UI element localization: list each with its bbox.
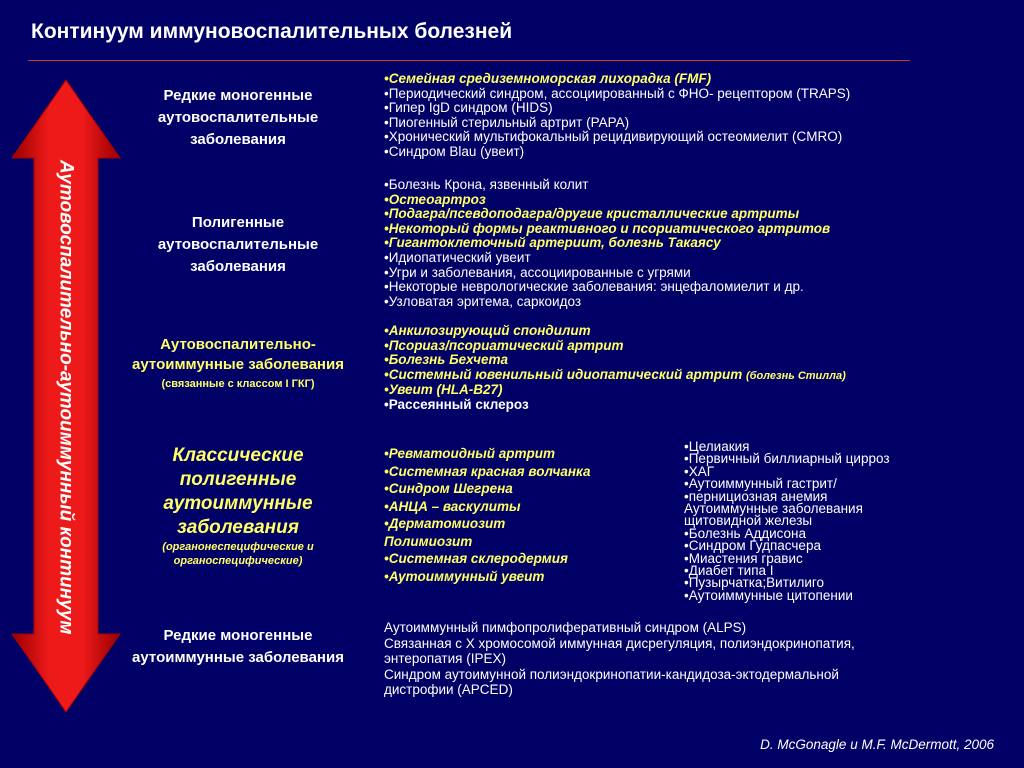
list-item: •Идиопатический увеит <box>384 249 531 265</box>
list-item: •Рассеянный склероз <box>384 396 529 412</box>
citation: D. McGonagle и M.F. McDermott, 2006 <box>760 737 994 752</box>
list-item: •Дерматомиозит <box>384 516 506 531</box>
list-item: •Периодический синдром, ассоциированный с ФНО- рецептором (TRAPS) <box>384 85 851 101</box>
list-item: Аутоиммунные заболевания <box>684 501 863 517</box>
list-item: •Псориаз/псориатический артрит <box>384 337 624 353</box>
list-item: •Пиогенный стерильный артрит (PAPA) <box>384 114 630 130</box>
category-note: (связанные с классом I ГКГ) <box>161 378 315 390</box>
category-note: (органонеспецифические и органоспецифические) <box>162 541 314 567</box>
list-item: •Аутоиммунный гастрит/ <box>684 476 837 492</box>
list-item: •Анкилозирующий спондилит <box>384 323 591 338</box>
title-divider <box>28 60 910 61</box>
arrow-label-text: Аутовоспалительно-аутоиммунный континуум <box>55 160 77 635</box>
list-item: •Узловатая эритема, саркоидоз <box>384 293 582 309</box>
disease-list-group1 <box>384 72 850 160</box>
slide-title: Континуум иммуновоспалительных болезней <box>31 20 513 43</box>
list-item-text: •Системный ювенильный идиопатический артрит <box>384 366 743 382</box>
list-item: Полимиозит <box>384 533 473 549</box>
list-item: •АНЦА – васкулиты <box>384 498 521 514</box>
list-item: •Первичный биллиарный цирроз <box>684 451 890 467</box>
list-item: •Некоторые неврологические заболевания: энцефаломиелит и др. <box>384 279 804 295</box>
list-item-note: (болезнь Стилла) <box>745 369 846 382</box>
disease-list-group5 <box>384 620 855 698</box>
category-autoinflammatory-autoimmune <box>130 335 346 391</box>
list-item: Аутоиммунный пимфопролиферативный синдром (ALPS) <box>384 620 747 635</box>
list-item: •Аутоиммунные цитопении <box>684 587 853 603</box>
list-item: •Болезнь Бехчета <box>384 352 509 368</box>
list-item: •Системная красная волчанка <box>384 463 591 479</box>
list-item: •Синдром Гудпасчера <box>684 538 821 554</box>
list-item: •Остеоартроз <box>384 191 486 207</box>
list-item: •Болезнь Аддисона <box>684 525 806 541</box>
disease-list-group4-right <box>684 441 890 602</box>
disease-list-group3 <box>384 324 846 413</box>
list-item: щитовидной железы <box>684 513 813 529</box>
list-item: •Подагра/псевдоподагра/другие кристаллические артриты <box>384 206 800 222</box>
list-item <box>384 368 846 384</box>
list-item: •Некоторый формы реактивного и псориатического артритов <box>384 220 831 236</box>
list-item: •Ревматоидный артрит <box>384 446 555 461</box>
list-item: •Пузырчатка;Витилиго <box>684 575 824 591</box>
category-label: Аутовоспалительно-аутоиммунные заболевания <box>132 336 344 373</box>
list-item: •Аутоиммунный увеит <box>384 568 545 584</box>
list-item: •Хронический мультифокальный рецидивирующий остеомиелит (CMRO) <box>384 129 843 145</box>
list-item: •Увеит (HLA-B27) <box>384 382 503 398</box>
disease-list-group4-left <box>384 445 591 585</box>
category-rare-monogenic-autoimmune: Редкие моногенные аутоиммунные заболевания <box>132 627 344 666</box>
list-item: •Угри и заболевания, ассоциированные с угрями <box>384 264 691 280</box>
list-item: •Диабет типа I <box>684 563 774 579</box>
list-item: •Синдром Шегрена <box>384 481 513 496</box>
disease-list-group2 <box>384 178 830 309</box>
list-item: •Гипер IgD синдром (HIDS) <box>384 100 553 116</box>
list-item: •Миастения гравис <box>684 550 803 566</box>
list-item: •Синдром Blau (увеит) <box>384 143 525 159</box>
category-label: Классические полигенные аутоиммунные заболевания <box>163 445 313 538</box>
list-item: Связанная с X хромосомой иммунная дисрегуляция, полиэндокринопатия, <box>384 635 855 651</box>
list-item: •Целиакия <box>684 439 750 454</box>
list-item: •Системная склеродермия <box>384 551 568 566</box>
list-item: энтеропатия (IPEX) <box>384 651 506 666</box>
list-item: дистрофии (APCED) <box>384 682 513 697</box>
list-item: •ХАГ <box>684 463 715 479</box>
category-polygenic-autoinflammatory: Полигенные аутовоспалительные заболевания <box>157 214 319 275</box>
arrow-label <box>42 155 90 640</box>
list-item: •пернициозная анемия <box>684 488 828 504</box>
list-item: •Семейная средиземноморская лихорадка (FMF) <box>384 71 712 86</box>
list-item: Синдром аутоимунной полиэндокринопатии-кандидоза-эктодермальной <box>384 666 839 682</box>
category-rare-monogenic-autoinflammatory: Редкие моногенные аутовоспалительные заболевания <box>157 87 319 148</box>
list-item: •Болезнь Крона, язвенный колит <box>384 177 589 192</box>
category-classic-polygenic-autoimmune <box>130 444 346 568</box>
list-item: •Гигантоклеточный артериит, болезнь Такаясу <box>384 235 721 251</box>
